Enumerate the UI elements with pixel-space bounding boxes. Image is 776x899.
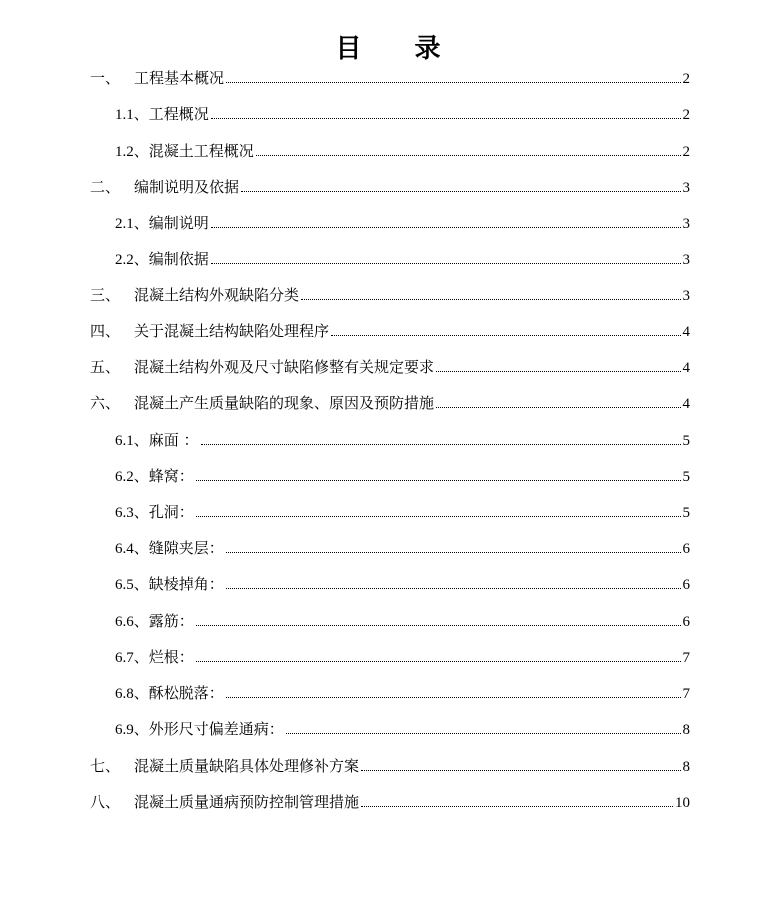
toc-entry-title: 工程基本概况 (134, 69, 225, 87)
toc-entry[interactable] (115, 681, 690, 705)
toc-entry-number: 六、 (90, 394, 121, 412)
toc-entry[interactable] (90, 175, 690, 199)
toc-entry-page: 8 (682, 759, 690, 775)
toc-entry[interactable] (90, 355, 690, 379)
toc-entry[interactable] (115, 211, 690, 235)
toc-entry-number: 6.5、 (115, 577, 149, 593)
toc-leader-dots (201, 443, 681, 445)
toc-leader-dots (361, 769, 680, 771)
toc-entry-number: 三、 (90, 286, 121, 304)
toc-entry-number: 四、 (90, 322, 121, 340)
toc-entry-page: 7 (682, 686, 690, 702)
toc-leader-dots (436, 406, 680, 408)
toc-leader-dots (211, 226, 681, 228)
toc-entry-number: 6.9、 (115, 722, 149, 738)
toc-entry-number: 1.2、 (115, 144, 149, 160)
toc-entry-title: 露筋： (148, 612, 194, 630)
toc-entry-title: 酥松脱落： (148, 684, 224, 702)
toc-entry-title: 关于混凝土结构缺陷处理程序 (134, 322, 330, 340)
toc-entry[interactable] (90, 283, 690, 307)
toc-entry[interactable] (115, 102, 690, 126)
toc-leader-dots (226, 551, 681, 553)
toc-leader-dots (211, 262, 681, 264)
toc-entry-title: 混凝土质量缺陷具体处理修补方案 (134, 757, 360, 775)
toc-entry[interactable] (115, 139, 690, 163)
toc-entry-page: 2 (682, 71, 690, 87)
toc-entry-page: 6 (682, 614, 690, 630)
toc-entry-number: 2.1、 (115, 216, 149, 232)
toc-leader-dots (226, 81, 680, 83)
toc-leader-dots (211, 117, 681, 119)
toc-entry-title: 烂根： (148, 648, 194, 666)
toc-entry-number: 6.6、 (115, 614, 149, 630)
toc-leader-dots (331, 334, 680, 336)
toc-entry-title: 工程概况 (148, 105, 209, 123)
toc-entry[interactable] (115, 428, 690, 452)
toc-entry-title: 蜂窝： (148, 467, 194, 485)
toc-entry-number: 6.8、 (115, 686, 149, 702)
toc-leader-dots (286, 732, 681, 734)
toc-entry[interactable] (115, 464, 690, 488)
toc-entry-title: 混凝土工程概况 (148, 142, 254, 160)
toc-entry[interactable] (115, 609, 690, 633)
toc-entry[interactable] (90, 391, 690, 415)
toc-entry-number: 2.2、 (115, 252, 149, 268)
toc-entry-page: 4 (682, 360, 690, 376)
toc-entry[interactable] (90, 790, 690, 814)
toc-entry-title: 混凝土结构外观及尺寸缺陷修整有关规定要求 (134, 358, 435, 376)
toc-leader-dots (226, 587, 681, 589)
toc-entry-number: 6.2、 (115, 469, 149, 485)
toc-entry-page: 6 (682, 577, 690, 593)
toc-entry[interactable] (90, 319, 690, 343)
toc-entry-number: 6.4、 (115, 541, 149, 557)
toc-entry-number: 1.1、 (115, 107, 149, 123)
toc-entry-number: 八、 (90, 793, 121, 811)
toc-entry-page: 6 (682, 541, 690, 557)
toc-entry[interactable] (90, 754, 690, 778)
toc-entry-page: 4 (682, 324, 690, 340)
toc-entry-title: 混凝土质量通病预防控制管理措施 (134, 793, 360, 811)
toc-entry-page: 5 (682, 469, 690, 485)
toc-entry-page: 3 (682, 180, 690, 196)
toc-leader-dots (226, 696, 681, 698)
toc-entry[interactable] (115, 572, 690, 596)
toc-entry-number: 6.7、 (115, 650, 149, 666)
toc-entry-page: 2 (682, 144, 690, 160)
toc-entry-title: 缝隙夹层： (148, 539, 224, 557)
toc-entry-title: 编制说明 (148, 214, 209, 232)
toc-entry-title: 麻面 ： (148, 431, 199, 449)
toc-entry-page: 10 (675, 795, 690, 811)
toc-leader-dots (196, 479, 681, 481)
toc-entry-page: 7 (682, 650, 690, 666)
toc-leader-dots (301, 298, 680, 300)
toc-entry-page: 5 (682, 433, 690, 449)
toc-entry-title: 编制依据 (148, 250, 209, 268)
toc-leader-dots (196, 624, 681, 626)
toc-entry[interactable] (115, 247, 690, 271)
toc-entry-title: 孔洞： (148, 503, 194, 521)
toc-entry-page: 5 (682, 505, 690, 521)
page-title: 目 录 (335, 34, 463, 64)
toc-entry-title: 缺棱掉角： (148, 575, 224, 593)
toc-entry-page: 3 (682, 216, 690, 232)
toc-entry[interactable] (115, 645, 690, 669)
toc-entry[interactable] (115, 717, 690, 741)
toc-entry-number: 五、 (90, 358, 121, 376)
toc-entry-page: 4 (682, 396, 690, 412)
toc-leader-dots (361, 805, 673, 807)
toc-leader-dots (196, 515, 681, 517)
toc-entry-page: 3 (682, 288, 690, 304)
toc-entry[interactable] (90, 66, 690, 90)
toc-entry-page: 3 (682, 252, 690, 268)
toc-leader-dots (256, 154, 681, 156)
toc-entry-title: 混凝土产生质量缺陷的现象、原因及预防措施 (134, 394, 435, 412)
toc-entry-number: 二、 (90, 178, 121, 196)
toc-leader-dots (241, 190, 680, 192)
toc-entry-page: 8 (682, 722, 690, 738)
toc-entry[interactable] (115, 536, 690, 560)
toc-entry-number: 一、 (90, 69, 121, 87)
toc-entry-title: 外形尺寸偏差通病： (148, 720, 284, 738)
toc-entry-page: 2 (682, 107, 690, 123)
toc-leader-dots (436, 370, 680, 372)
toc-entry-title: 混凝土结构外观缺陷分类 (134, 286, 300, 304)
toc-leader-dots (196, 660, 681, 662)
toc-entry-number: 七、 (90, 757, 121, 775)
toc-entry[interactable] (115, 500, 690, 524)
toc-entry-number: 6.3、 (115, 505, 149, 521)
toc-entry-number: 6.1、 (115, 433, 149, 449)
toc-entry-title: 编制说明及依据 (134, 178, 240, 196)
